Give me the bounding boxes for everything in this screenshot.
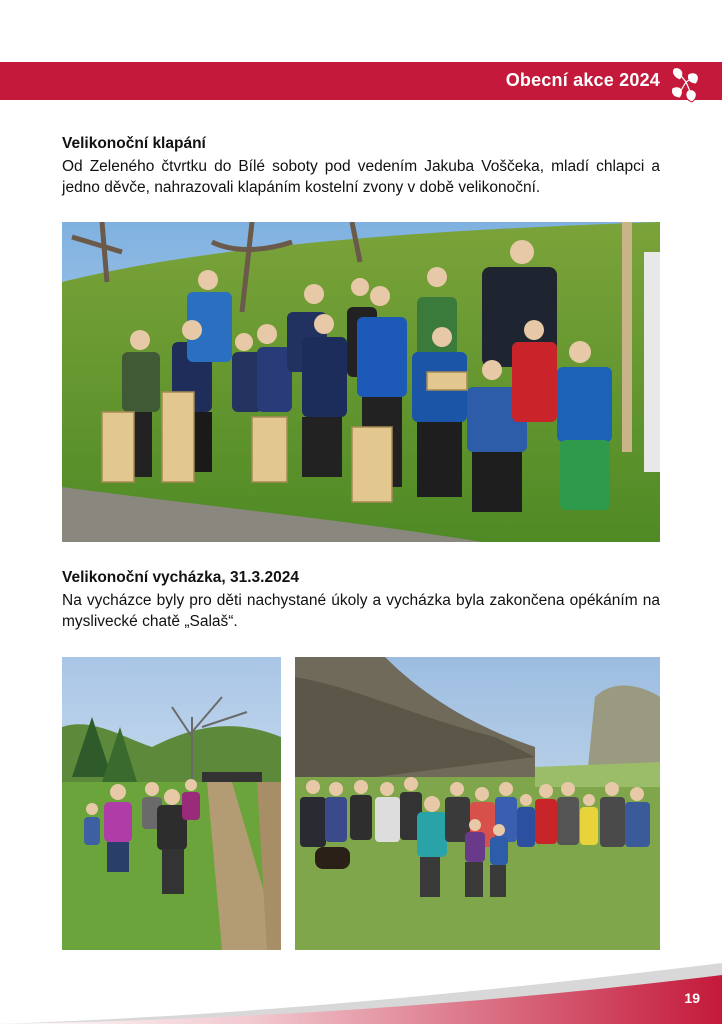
- page-number: 19: [684, 990, 700, 1006]
- header-band: [0, 62, 722, 100]
- photo-walk-path: [62, 657, 281, 950]
- section-text-vychazka: Na vycházce byly pro děti nachystané úkoly a vycházka byla zakončena opékáním na myslivecké chatě „Salaš“.: [62, 592, 660, 630]
- section-text-klapani: Od Zeleného čtvrtku do Bílé soboty pod vedením Jakuba Voščeka, mladí chlapci a jedno děvče, nahrazovali klapáním kostelní zvony v době velikonoční.: [62, 158, 660, 196]
- header-title: Obecní akce 2024: [505, 70, 660, 90]
- photo-klapani-group: [62, 222, 660, 542]
- footer-wave-decoration: [0, 945, 722, 1024]
- leaf-ornament-icon: [666, 62, 708, 106]
- section-heading-klapani: Velikonoční klapání: [62, 135, 206, 152]
- section-heading-vychazka: Velikonoční vycházka, 31.3.2024: [62, 569, 299, 586]
- photo-group-salas: [295, 657, 660, 950]
